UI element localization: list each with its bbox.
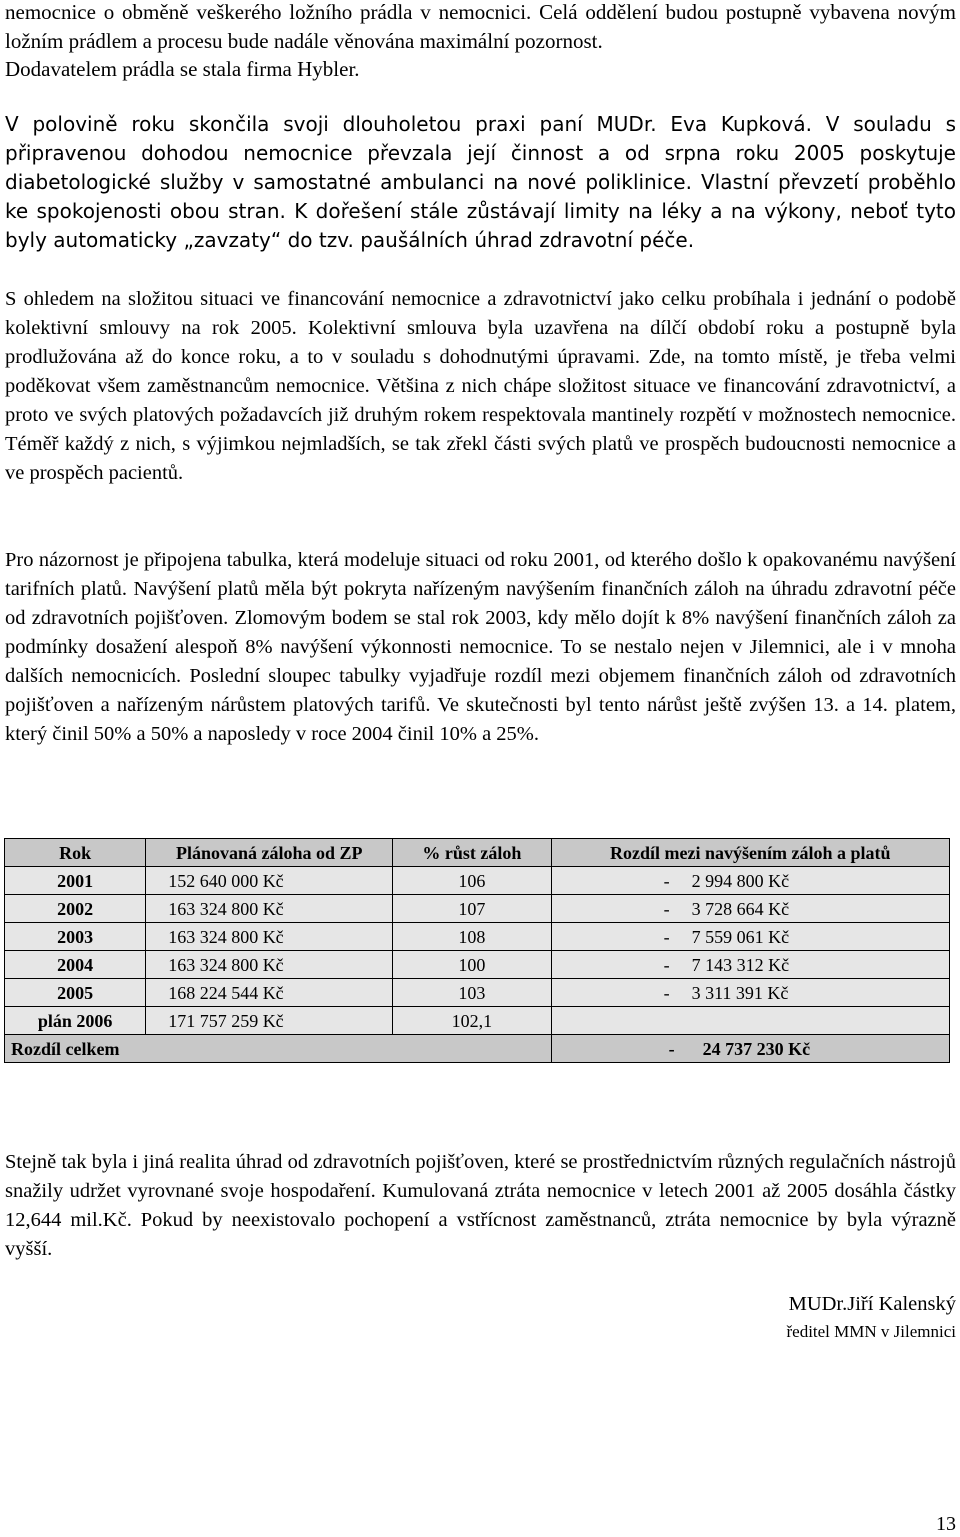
cell-year: 2005: [5, 979, 146, 1007]
cell-diff-amount: 3 728 664 Kč: [691, 898, 790, 919]
cell-diff: [551, 923, 949, 951]
total-diff-sign: -: [668, 1038, 675, 1059]
cell-year: 2004: [5, 951, 146, 979]
total-label: Rozdíl celkem: [5, 1035, 552, 1063]
cell-diff-amount: 7 143 312 Kč: [691, 954, 790, 975]
paragraph-insurance: [5, 1148, 956, 1264]
cell-plan: 163 324 800 Kč: [146, 895, 393, 923]
cell-diff: [551, 867, 949, 895]
cell-year: plán 2006: [5, 1007, 146, 1035]
cell-diff: [551, 895, 949, 923]
header-year: Rok: [5, 839, 146, 867]
cell-plan: 163 324 800 Kč: [146, 923, 393, 951]
table-row: [5, 923, 950, 951]
cell-diff-sign: -: [663, 926, 670, 947]
cell-pct: 108: [393, 923, 551, 951]
paragraph-table-intro-text: Pro názornost je připojena tabulka, která modeluje situaci od roku 2001, od kterého došlo k opakovanému navýšení tarifních platů. Navýšení platů měla být pokryta nařízeným navýšením finančních záloh na úhradu zdravotní péče od zdravotních pojišťoven. Zlomovým bodem se stal rok 2003, kdy mělo dojít k 8% navýšení finančních záloh za podmínky dosažení alespoň 8% navýšení výkonnosti nemocnice. To se nestalo nejen v Jilemnici, ale i v mnoha dalších nemocnicích. Poslední sloupec tabulky vyjadřuje rozdíl mezi objemem finančních záloh od zdravotních pojišťoven a nařízeným nárůstem platových tarifů. Ve skutečnosti byl tento nárůst ještě zvýšen 13. a 14. platem, který činil 50% a 50% a naposledy v roce 2004 činil 10% a 25%.: [5, 549, 956, 745]
cell-plan: 163 324 800 Kč: [146, 951, 393, 979]
cell-year: 2003: [5, 923, 146, 951]
cell-pct: 107: [393, 895, 551, 923]
paragraph-diabetology-text: V polovině roku skončila svoji dlouholetou praxi paní MUDr. Eva Kupková. V souladu s připravenou dohodou nemocnice převzala její činnost a od srpna roku 2005 poskytuje diabetologické služby v samostatné ambulanci na nové poliklinice. Vlastní převzetí proběhlo ke spokojenosti obou stran. K dořešení stále zůstávají limity na léky a na výkony, neboť tyto byly automaticky „zavzaty“ do tzv. paušálních úhrad zdravotní péče.: [5, 112, 956, 252]
cell-pct: 102,1: [393, 1007, 551, 1035]
cell-pct: 103: [393, 979, 551, 1007]
cell-diff-amount: 2 994 800 Kč: [691, 870, 790, 891]
paragraph-insurance-text: Stejně tak byla i jiná realita úhrad od zdravotních pojišťoven, které se prostřednictvím různých regulačních nástrojů snažily udržet vyrovnané svoje hospodaření. Kumulovaná ztráta nemocnice v letech 2001 až 2005 dosáhla částky 12,644 mil.Kč. Pokud by neexistovalo pochopení a vstřícnost zaměstnanců, ztráta nemocnice by byla výrazně vyšší.: [5, 1151, 956, 1260]
cell-diff-amount: 7 559 061 Kč: [691, 926, 790, 947]
paragraph-table-intro: [5, 546, 956, 749]
table-header-row: [5, 839, 950, 867]
table-total-row: [5, 1035, 950, 1063]
cell-diff-sign: -: [663, 954, 670, 975]
cell-diff: [551, 1007, 949, 1035]
table-row: [5, 895, 950, 923]
cell-diff: [551, 951, 949, 979]
paragraph-laundry-text: nemocnice o obměně veškerého ložního prádla v nemocnici. Celá oddělení budou postupně vybavena novým ložním prádlem a procesu bude nadále věnována maximální pozornost.: [5, 0, 956, 53]
cell-pct: 106: [393, 867, 551, 895]
cell-diff-amount: 3 311 391 Kč: [691, 982, 789, 1003]
cell-plan: 171 757 259 Kč: [146, 1007, 393, 1035]
table-row: [5, 867, 950, 895]
cell-plan: 152 640 000 Kč: [146, 867, 393, 895]
cell-diff-sign: -: [663, 982, 670, 1003]
header-difference: Rozdíl mezi navýšením záloh a platů: [551, 839, 949, 867]
paragraph-collective-agreement-text: S ohledem na složitou situaci ve financování nemocnice a zdravotnictví jako celku probíhala i jednání o podobě kolektivní smlouvy na rok 2005. Kolektivní smlouva byla uzavřena na dílčí období roku a postupně byla prodlužována až do konce roku, a to v souladu s dohodnutými úpravami. Zde, na tomto místě, je třeba velmi poděkovat všem zaměstnancům nemocnice. Většina z nich chápe složitost situace ve financování zdravotnictví, a proto ve svých platových požadavcích již druhým rokem respektovala mantinely rozpětí v možnostech nemocnice. Téměř každý z nich, s výjimkou nejmladších, se tak zřekl části svých platů ve prospěch budoucnosti nemocnice a ve prospěch pacientů.: [5, 288, 956, 484]
cell-diff-sign: -: [663, 898, 670, 919]
table-row: [5, 951, 950, 979]
cell-diff: [551, 979, 949, 1007]
financial-table: [4, 838, 950, 1063]
total-diff-amount: 24 737 230 Kč: [702, 1038, 811, 1059]
paragraph-laundry-supplier: Dodavatelem prádla se stala firma Hybler.: [5, 57, 360, 81]
paragraph-laundry: [5, 0, 956, 84]
cell-pct: 100: [393, 951, 551, 979]
cell-year: 2001: [5, 867, 146, 895]
header-planned-advance: Plánovaná záloha od ZP: [146, 839, 393, 867]
cell-year: 2002: [5, 895, 146, 923]
signature-name: MUDr.Jiří Kalenský: [788, 1293, 956, 1315]
paragraph-collective-agreement: [5, 285, 956, 488]
cell-diff-sign: -: [663, 870, 670, 891]
page-number: 13: [936, 1513, 956, 1535]
paragraph-diabetology: [5, 110, 956, 255]
table-row: [5, 979, 950, 1007]
total-diff: [551, 1035, 949, 1063]
signature-title: ředitel MMN v Jilemnici: [786, 1322, 956, 1341]
header-advance-growth: % růst záloh: [393, 839, 551, 867]
cell-plan: 168 224 544 Kč: [146, 979, 393, 1007]
table-row: [5, 1007, 950, 1035]
